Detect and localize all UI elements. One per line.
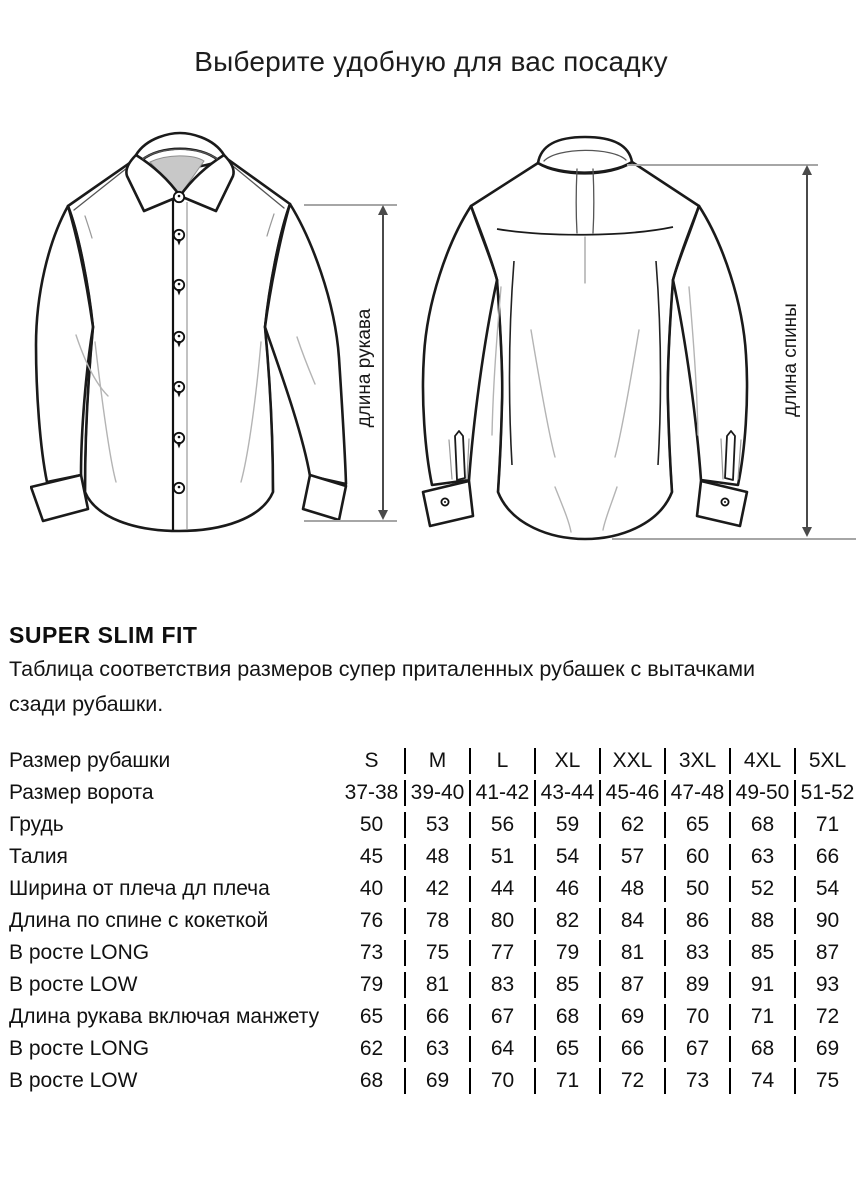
size-value: 62 <box>599 812 664 838</box>
sleeve-length-tick-bottom <box>304 520 397 522</box>
size-value: 79 <box>534 940 599 966</box>
shirt-front-drawing <box>30 130 360 560</box>
row-label: В росте LOW <box>9 1069 138 1092</box>
size-value: 68 <box>534 1004 599 1030</box>
size-value: 65 <box>359 1005 384 1028</box>
table-row <box>9 780 859 806</box>
size-value: 66 <box>599 1036 664 1062</box>
row-label: В росте LOW <box>9 973 138 996</box>
size-value: 45-46 <box>599 780 664 806</box>
size-value: 53 <box>404 812 469 838</box>
table-row <box>9 812 859 838</box>
size-value: 41-42 <box>469 780 534 806</box>
size-value: 68 <box>359 1069 384 1092</box>
back-length-measure-line <box>806 169 808 531</box>
size-value: 51-52 <box>794 780 859 806</box>
table-row <box>9 1036 859 1062</box>
size-value: 52 <box>729 876 794 902</box>
size-value: 5XL <box>794 748 859 774</box>
table-row <box>9 908 859 934</box>
size-value: 73 <box>359 941 384 964</box>
size-value: 54 <box>534 844 599 870</box>
size-value: 45 <box>359 845 384 868</box>
size-value: 67 <box>469 1004 534 1030</box>
size-table-body <box>9 748 859 1094</box>
size-value: 72 <box>599 1068 664 1094</box>
sleeve-length-measure-line <box>382 209 384 515</box>
size-value: 91 <box>729 972 794 998</box>
size-value: 74 <box>729 1068 794 1094</box>
size-value: 68 <box>729 1036 794 1062</box>
size-value: 90 <box>794 908 859 934</box>
fit-description: Таблица соответствия размеров супер приталенных рубашек с вытачками сзади рубашки. <box>9 657 756 716</box>
size-value: 69 <box>599 1004 664 1030</box>
size-value: 83 <box>664 940 729 966</box>
size-value: 67 <box>664 1036 729 1062</box>
size-value: 86 <box>664 908 729 934</box>
arrow-down-icon <box>802 527 812 537</box>
size-value: 64 <box>469 1036 534 1062</box>
size-value: 63 <box>404 1036 469 1062</box>
size-value: 77 <box>469 940 534 966</box>
size-value: 89 <box>664 972 729 998</box>
size-value: 60 <box>664 844 729 870</box>
page-title: Выберите удобную для вас посадку <box>194 46 668 77</box>
size-value: 66 <box>404 1004 469 1030</box>
back-length-tick-bottom <box>612 538 856 540</box>
size-value: 80 <box>469 908 534 934</box>
row-label: Длина по спине с кокеткой <box>9 909 269 932</box>
size-value: 44 <box>469 876 534 902</box>
row-label: Грудь <box>9 813 64 836</box>
size-value: 66 <box>794 844 859 870</box>
size-value: 54 <box>794 876 859 902</box>
size-value: 62 <box>359 1037 384 1060</box>
size-value: 51 <box>469 844 534 870</box>
size-value: 70 <box>469 1068 534 1094</box>
size-value: 71 <box>794 812 859 838</box>
table-row <box>9 748 859 774</box>
size-value: 56 <box>469 812 534 838</box>
size-value: 72 <box>794 1004 859 1030</box>
size-value: 39-40 <box>404 780 469 806</box>
size-value: 79 <box>359 973 384 996</box>
size-value: 87 <box>599 972 664 998</box>
size-value: 65 <box>664 812 729 838</box>
size-value: 50 <box>359 813 384 836</box>
arrow-down-icon <box>378 510 388 520</box>
back-length-tick-top <box>627 164 818 166</box>
size-value: 85 <box>534 972 599 998</box>
size-value: 42 <box>404 876 469 902</box>
size-value: 87 <box>794 940 859 966</box>
row-label: В росте LONG <box>9 941 150 964</box>
size-value: S <box>364 749 379 772</box>
table-row <box>9 940 859 966</box>
size-value: 68 <box>729 812 794 838</box>
size-value: XXL <box>599 748 664 774</box>
size-value: 50 <box>664 876 729 902</box>
size-value: 75 <box>794 1068 859 1094</box>
size-value: 81 <box>404 972 469 998</box>
size-value: L <box>469 748 534 774</box>
size-value: 49-50 <box>729 780 794 806</box>
fit-heading: SUPER SLIM FIT <box>9 622 198 648</box>
size-table <box>9 742 859 1100</box>
arrow-up-icon <box>802 165 812 175</box>
back-length-label: длина спины <box>780 303 801 417</box>
size-value: 82 <box>534 908 599 934</box>
size-value: 75 <box>404 940 469 966</box>
size-value: 48 <box>599 876 664 902</box>
size-value: 93 <box>794 972 859 998</box>
size-value: 48 <box>404 844 469 870</box>
size-value: 78 <box>404 908 469 934</box>
size-value: 76 <box>359 909 384 932</box>
size-value: 4XL <box>729 748 794 774</box>
size-value: 71 <box>729 1004 794 1030</box>
size-value: 63 <box>729 844 794 870</box>
sleeve-length-label: длина рукава <box>354 308 375 428</box>
size-value: 83 <box>469 972 534 998</box>
size-value: M <box>404 748 469 774</box>
size-value: 3XL <box>664 748 729 774</box>
size-value: 65 <box>534 1036 599 1062</box>
size-value: 71 <box>534 1068 599 1094</box>
row-label: В росте LONG <box>9 1037 150 1060</box>
shirt-back-drawing <box>405 135 780 560</box>
row-label: Размер рубашки <box>9 749 171 772</box>
size-value: 70 <box>664 1004 729 1030</box>
size-value: 85 <box>729 940 794 966</box>
row-label: Талия <box>9 845 68 868</box>
size-value: 81 <box>599 940 664 966</box>
size-value: 37-38 <box>344 781 399 804</box>
row-label: Размер ворота <box>9 781 154 804</box>
size-value: 73 <box>664 1068 729 1094</box>
row-label: Ширина от плеча дл плеча <box>9 877 270 900</box>
size-value: 46 <box>534 876 599 902</box>
arrow-up-icon <box>378 205 388 215</box>
table-row <box>9 876 859 902</box>
table-row <box>9 1004 859 1030</box>
table-row <box>9 972 859 998</box>
size-value: 57 <box>599 844 664 870</box>
row-label: Длина рукава включая манжету <box>9 1005 320 1028</box>
size-value: XL <box>534 748 599 774</box>
size-value: 59 <box>534 812 599 838</box>
table-row <box>9 1068 859 1094</box>
size-value: 88 <box>729 908 794 934</box>
table-row <box>9 844 859 870</box>
size-value: 43-44 <box>534 780 599 806</box>
size-value: 40 <box>359 877 384 900</box>
size-value: 47-48 <box>664 780 729 806</box>
size-value: 69 <box>404 1068 469 1094</box>
size-value: 69 <box>794 1036 859 1062</box>
size-value: 84 <box>599 908 664 934</box>
